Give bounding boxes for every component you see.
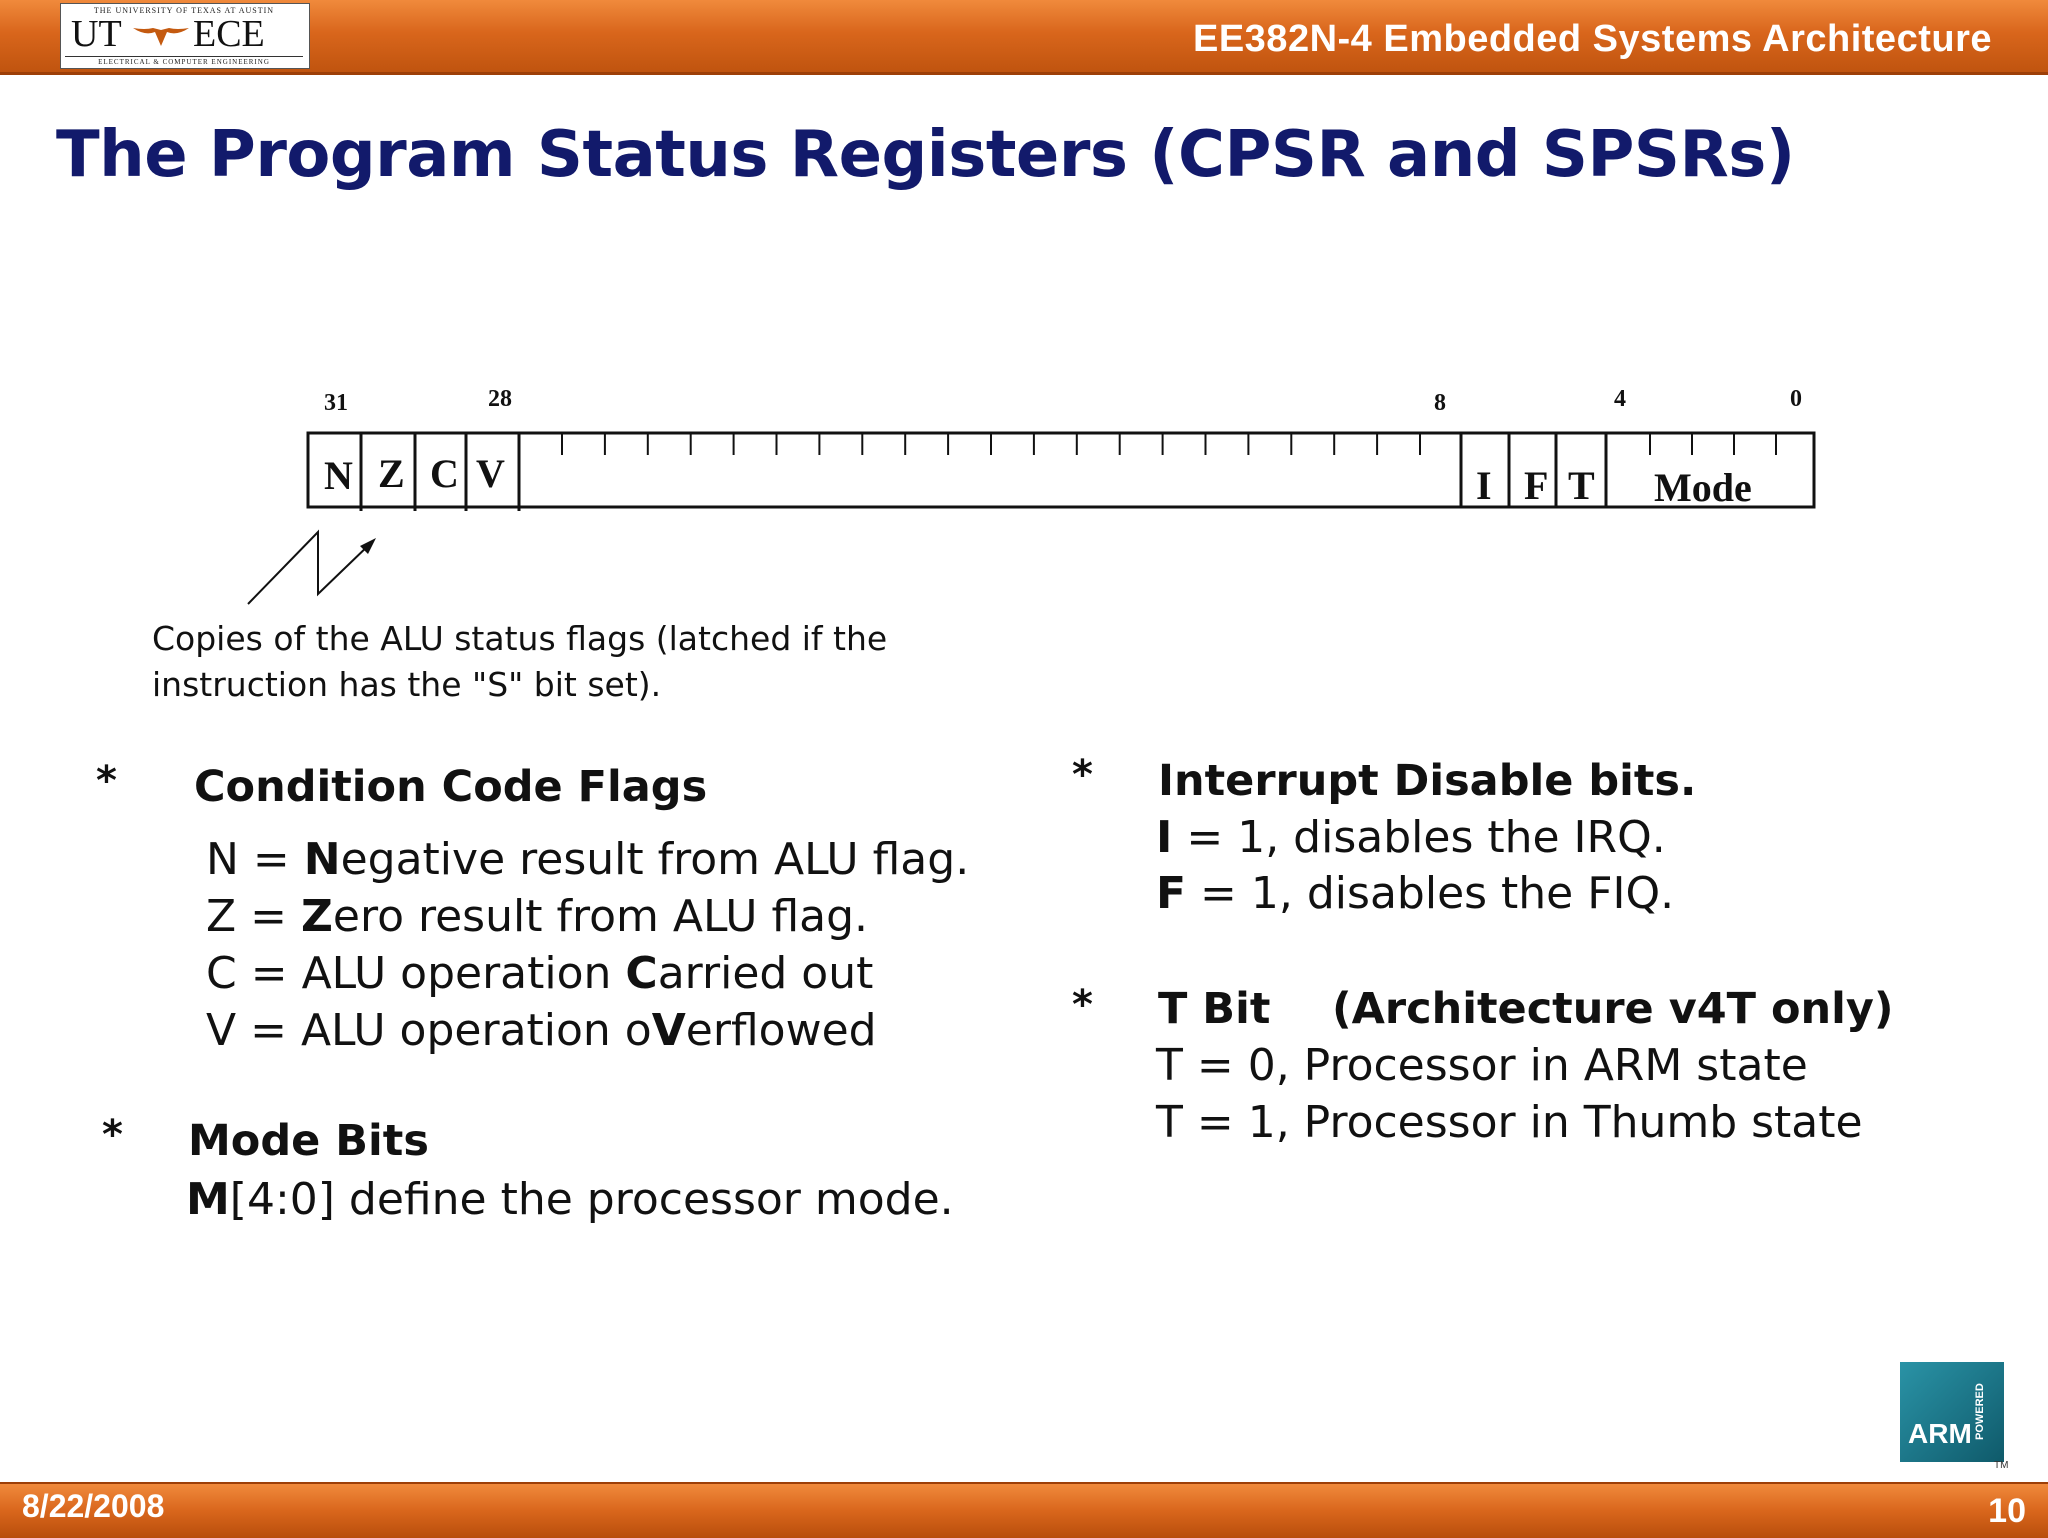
field-t: T	[1568, 463, 1595, 508]
logo-ece-text: ECE	[193, 13, 265, 55]
tbit-line-arm: T = 0, Processor in ARM state	[1156, 1040, 1808, 1091]
arm-logo-text: ARM	[1908, 1418, 1972, 1449]
tbit-line-thumb: T = 1, Processor in Thumb state	[1156, 1097, 1863, 1148]
interrupt-bullet: *	[1072, 752, 1093, 798]
mode-line: M[4:0] define the processor mode.	[186, 1174, 954, 1225]
interrupt-line-i: I = 1, disables the IRQ.	[1156, 812, 1666, 863]
field-c: C	[430, 451, 459, 496]
condition-heading: Condition Code Flags	[194, 762, 708, 812]
field-f: F	[1524, 463, 1549, 508]
mode-bullet: *	[102, 1112, 123, 1158]
caption-line-2: instruction has the "S" bit set).	[152, 665, 662, 704]
mode-heading: Mode Bits	[188, 1116, 429, 1166]
bit-number-28: 28	[488, 386, 512, 412]
field-i: I	[1476, 463, 1492, 508]
trademark-text: TM	[1994, 1460, 2009, 1471]
cpsr-register-diagram	[0, 0, 2048, 640]
tbit-architecture-note: (Architecture v4T only)	[1332, 984, 1894, 1034]
bit-number-31: 31	[324, 390, 348, 416]
condition-line-n: N = Negative result from ALU flag.	[206, 834, 970, 885]
bit-number-0: 0	[1790, 386, 1802, 412]
bit-number-4: 4	[1614, 386, 1626, 412]
logo-department-text: ELECTRICAL & COMPUTER ENGINEERING	[65, 56, 303, 66]
flags-caption	[152, 616, 952, 708]
arm-powered-text: POWERED	[1974, 1383, 1986, 1441]
tbit-heading: T Bit	[1158, 984, 1271, 1034]
field-v: V	[476, 451, 505, 496]
field-z: Z	[378, 451, 405, 496]
logo-university-text: THE UNIVERSITY OF TEXAS AT AUSTIN	[93, 6, 275, 15]
interrupt-line-f: F = 1, disables the FIQ.	[1156, 868, 1675, 919]
arm-powered-logo	[1900, 1362, 2004, 1462]
flags-arrow	[248, 532, 372, 604]
page-number: 10	[1988, 1492, 2026, 1530]
condition-line-c: C = ALU operation Carried out	[206, 948, 874, 999]
condition-line-z: Z = Zero result from ALU flag.	[206, 891, 869, 942]
caption-line-1: Copies of the ALU status flags (latched if the	[152, 619, 888, 658]
tbit-bullet: *	[1072, 982, 1093, 1028]
slide-title: The Program Status Registers (CPSR and SPSRs)	[56, 118, 1795, 192]
field-mode: Mode	[1654, 465, 1752, 510]
condition-bullet: *	[96, 758, 117, 804]
course-title: EE382N-4 Embedded Systems Architecture	[1192, 18, 1992, 60]
footer-bar	[0, 1482, 2048, 1538]
interrupt-heading: Interrupt Disable bits.	[1158, 756, 1697, 806]
reserved-bit-ticks	[562, 433, 1420, 455]
slide-date: 8/22/2008	[22, 1488, 165, 1524]
bit-number-8: 8	[1434, 390, 1446, 416]
logo-ut-text: UT	[71, 13, 122, 55]
field-n: N	[324, 453, 353, 498]
condition-line-v: V = ALU operation oVerflowed	[206, 1005, 877, 1056]
